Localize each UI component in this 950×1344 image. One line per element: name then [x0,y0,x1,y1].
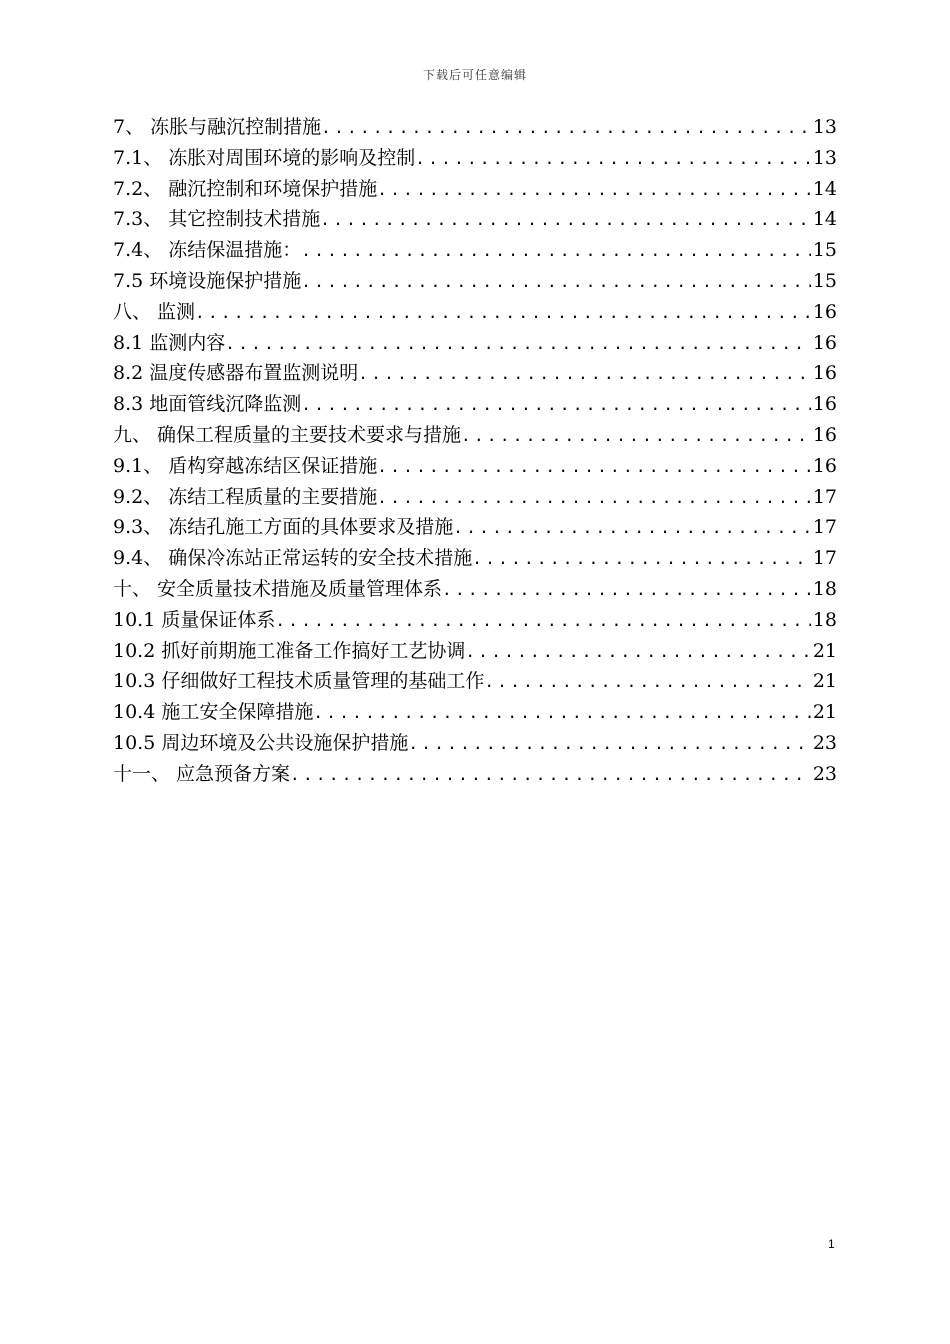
toc-entry-title: 8.2 温度传感器布置监测说明 [113,362,359,385]
toc-entry-page: 23 [812,731,837,754]
page-header: 下载后可任意编辑 [422,68,527,82]
page-number: 1 [828,1237,835,1251]
toc-leader-dots [442,575,811,606]
toc-entry-title: 九、 确保工程质量的主要技术要求与措施 [113,423,462,446]
toc-entry-title: 10.4 施工安全保障措施 [113,701,314,724]
toc-entry-title: 7.1、 冻胀对周围环境的影响及控制 [113,146,416,169]
toc-entry-page: 16 [812,454,837,477]
toc-entry[interactable] [113,451,837,482]
toc-entry-page: 16 [812,300,837,323]
toc-entry-title: 9.3、 冻结孔施工方面的具体要求及措施 [113,516,454,539]
toc-entry[interactable] [113,112,837,143]
toc-entry-page: 15 [812,269,837,292]
toc-entry-title: 7.4、 冻结保温措施： [113,239,302,262]
toc-leader-dots [313,698,810,729]
toc-entry-page: 16 [812,393,837,416]
toc-leader-dots [301,390,811,421]
toc-leader-dots [453,513,811,544]
toc-entry-page: 21 [812,670,837,693]
toc-entry-title: 10.1 质量保证体系 [113,608,276,631]
toc-entry[interactable] [113,266,837,297]
toc-leader-dots [461,421,811,452]
toc-entry[interactable] [113,389,837,420]
toc-entry[interactable] [113,235,837,266]
toc-leader-dots [358,359,811,390]
toc-entry-page: 13 [812,146,837,169]
toc-entry-page: 21 [812,701,837,724]
toc-entry-page: 16 [812,423,837,446]
toc-entry[interactable] [113,328,837,359]
toc-leader-dots [415,144,811,175]
toc-entry-title: 10.5 周边环境及公共设施保护措施 [113,731,409,754]
toc-leader-dots [484,667,810,698]
toc-entry-page: 17 [812,516,837,539]
toc-entry[interactable] [113,666,837,697]
toc-entry-title: 十、 安全质量技术措施及质量管理体系 [113,577,443,600]
table-of-contents [113,112,837,790]
toc-entry[interactable] [113,204,837,235]
toc-leader-dots [225,329,811,360]
toc-entry-title: 7、 冻胀与融沉控制措施 [113,116,322,138]
toc-leader-dots [301,236,811,267]
toc-entry-page: 15 [812,239,837,262]
toc-leader-dots [321,113,811,144]
toc-leader-dots [408,729,810,760]
toc-entry-title: 7.2、 融沉控制和环境保护措施 [113,177,378,200]
toc-entry[interactable] [113,143,837,174]
toc-entry-page: 16 [812,331,837,354]
toc-entry-page: 18 [812,577,837,600]
toc-entry-title: 7.3、 其它控制技术措施 [113,208,321,231]
toc-entry-title: 8.3 地面管线沉降监测 [113,393,302,416]
toc-entry[interactable] [113,297,837,328]
toc-leader-dots [290,760,811,791]
toc-entry-page: 13 [812,116,837,138]
toc-entry-page: 21 [812,639,837,662]
toc-entry-title: 9.1、 盾构穿越冻结区保证措施 [113,454,378,477]
toc-entry[interactable] [113,358,837,389]
toc-leader-dots [465,637,810,668]
toc-entry-title: 八、 监测 [113,300,196,323]
toc-entry-page: 17 [812,485,837,508]
toc-entry[interactable] [113,512,837,543]
toc-leader-dots [275,606,810,637]
toc-entry-page: 17 [812,547,837,570]
toc-entry[interactable] [113,543,837,574]
toc-entry[interactable] [113,574,837,605]
toc-entry[interactable] [113,759,837,790]
toc-entry-title: 10.3 仔细做好工程技术质量管理的基础工作 [113,670,485,693]
toc-entry-page: 16 [812,362,837,385]
toc-entry[interactable] [113,482,837,513]
toc-entry[interactable] [113,636,837,667]
toc-entry[interactable] [113,728,837,759]
toc-entry-page: 14 [812,208,837,231]
toc-entry[interactable] [113,605,837,636]
toc-entry-page: 18 [812,608,837,631]
toc-leader-dots [301,267,811,298]
toc-entry-title: 9.4、 确保冷冻站正常运转的安全技术措施 [113,547,473,570]
toc-entry-title: 8.1 监测内容 [113,331,226,354]
toc-entry-title: 7.5 环境设施保护措施 [113,269,302,292]
toc-leader-dots [377,452,811,483]
toc-entry-page: 23 [812,762,837,785]
toc-entry[interactable] [113,697,837,728]
toc-entry-title: 10.2 抓好前期施工准备工作搞好工艺协调 [113,639,466,662]
toc-leader-dots [195,298,811,329]
toc-leader-dots [377,175,811,206]
toc-entry-title: 9.2、 冻结工程质量的主要措施 [113,485,378,508]
toc-leader-dots [377,483,811,514]
toc-entry-title: 十一、 应急预备方案 [113,762,291,785]
toc-entry[interactable] [113,174,837,205]
toc-leader-dots [320,205,811,236]
toc-entry-page: 14 [812,177,837,200]
toc-entry[interactable] [113,420,837,451]
toc-leader-dots [472,544,811,575]
